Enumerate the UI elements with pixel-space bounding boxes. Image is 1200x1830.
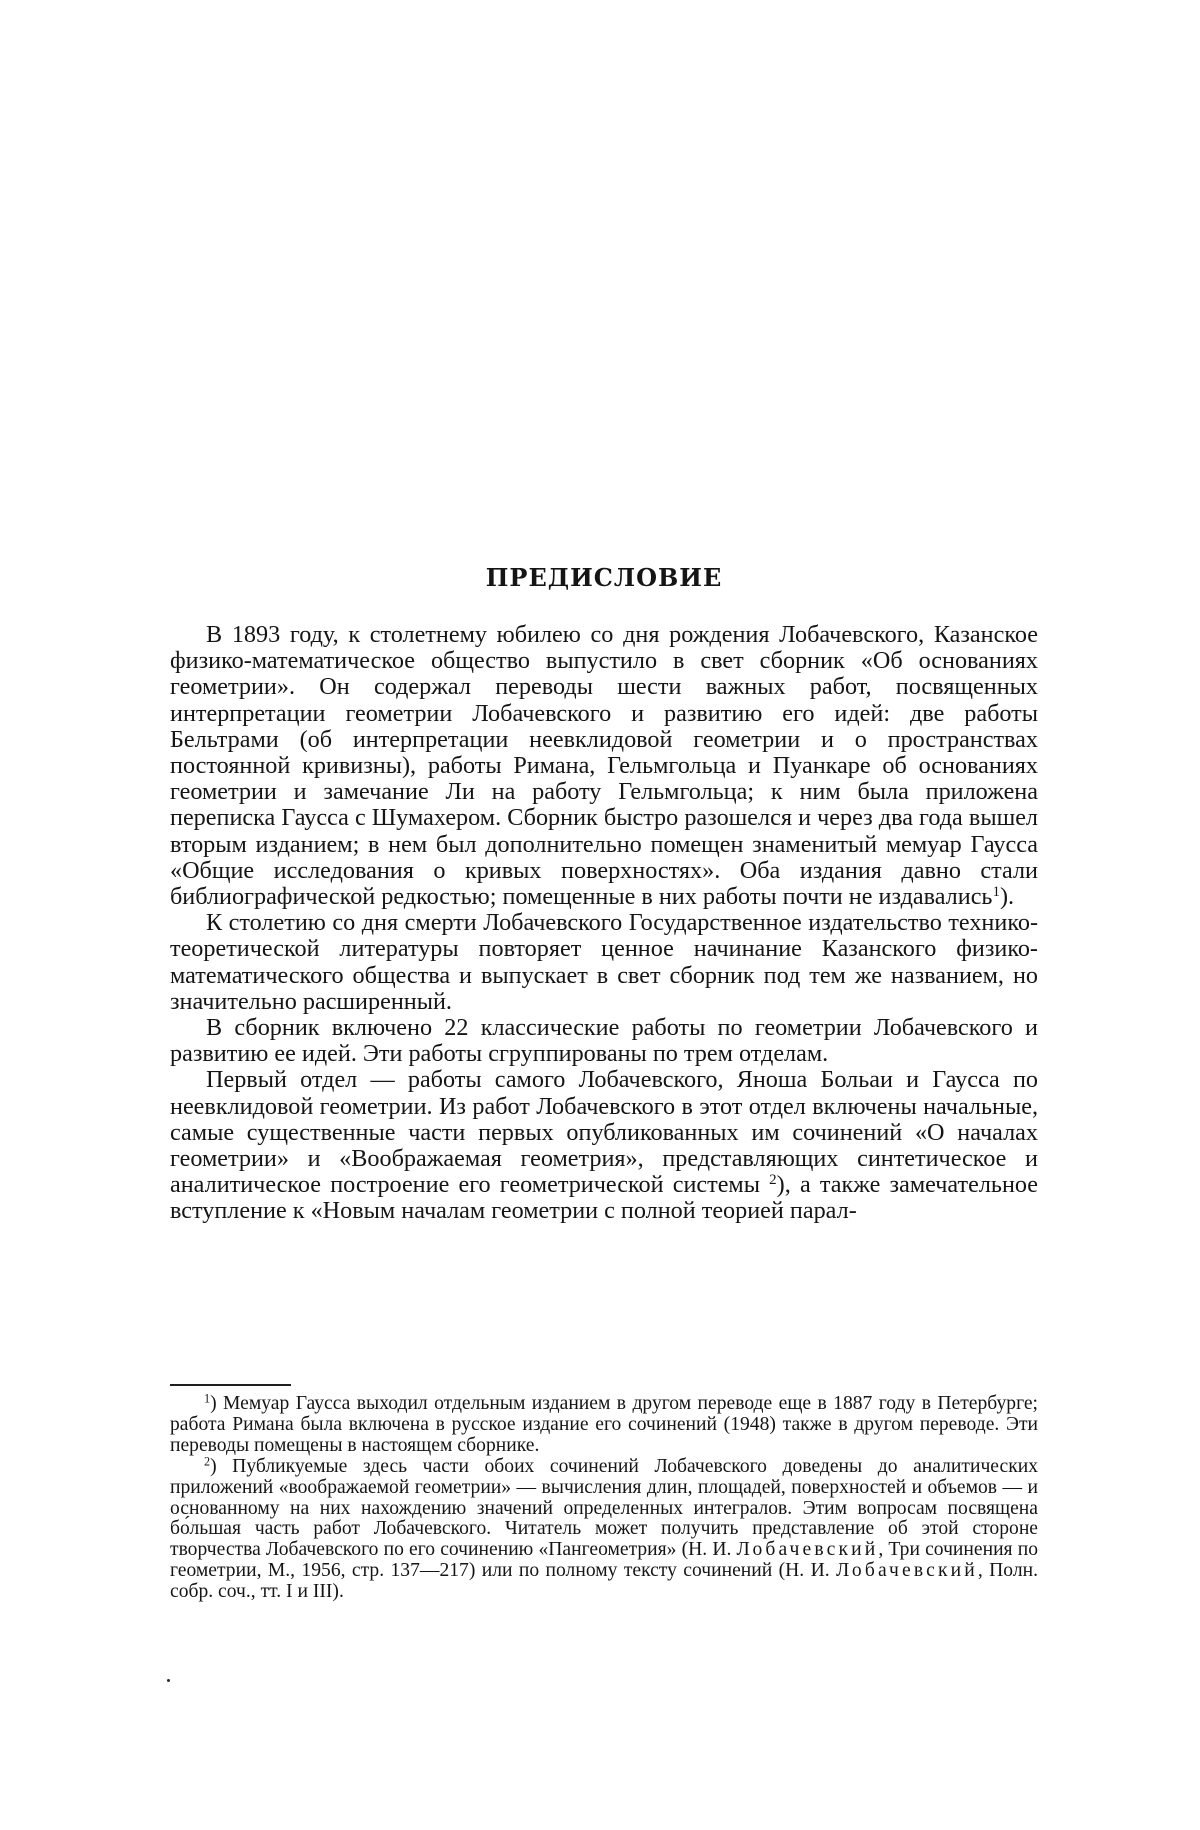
print-speck (167, 1679, 170, 1682)
author-name: Лобачевский (836, 1560, 978, 1582)
footnote-ref-1: 1 (992, 883, 1000, 900)
paragraph-1-text: В 1893 году, к столетнему юбилею со дня рождения Лобачевского, Казанское физико-математическое общество выпустило в свет сборник «Об основаниях геометрии». Он содержал переводы шести важных работ, посвященных интерпретации геометрии Лобачевского и развитию его идей: две работы Бельтрами (об интерпретации неевклидовой геометрии и о пространствах постоянной кривизны), работы Римана, Гельмгольца и Пуанкаре об основаниях геометрии и замечание Ли на работу Гельмгольца; к ним была приложена переписка Гаусса с Шумахером. Сборник быстро разошелся и через два года вышел вторым изданием; в нем был дополнительно помещен знаменитый мемуар Гаусса «Общие исследования о кривых поверхностях». Оба издания давно стали библиографической редкостью; помещенные в них работы почти не издавались (170, 621, 1038, 911)
page-title: ПРЕДИСЛОВИЕ (485, 563, 723, 592)
paragraph-4 (170, 1067, 1038, 1224)
footnote-2-text-end: , Полн. собр. соч., тт. I и III). (170, 1560, 1038, 1603)
footnote-2-text: ) Публикуемые здесь части обоих сочинений Лобачевского доведены до аналитических приложений «воображаемой геометрии» — вычисления длин, площадей, поверхностей и объемов — и основанному на них нахождению значений определенных интегралов. Этим вопросам посвящена бо́льшая часть работ Лобачевского. Читатель может получить представление об этой стороне творчества Лобачевского по его сочинению «Пангеометрия» (Н. И. (170, 1455, 1038, 1561)
paragraph-4-text: Первый отдел — работы самого Лобачевского, Яноша Больаи и Гаусса по неевклидовой геометрии. Из работ Лобачевского в этот отдел включены начальные, самые существенные части первых опубликованных им сочинений «О началах геометрии» и «Воображаемая геометрия», представляющих синтетическое и аналитическое построение его геометрической системы (170, 1066, 1038, 1199)
footnotes (170, 1391, 1038, 1603)
footnote-1-mark: 1 (204, 1391, 211, 1406)
paragraph-4-continuation: ), а также замечательное вступление к «Новым началам геометрии с полной теорией парал- (170, 1171, 1039, 1225)
footnote-1 (170, 1391, 1038, 1457)
preface-body (170, 622, 1038, 1225)
footnote-2-text-continued: , Три сочинения по геометрии, М., 1956, стр. 137—217) или по полному тексту сочинений (Н. И. (170, 1539, 1038, 1582)
paragraph-1-end: ). (999, 883, 1015, 911)
paragraph-1 (170, 622, 1038, 910)
footnote-1-text: ) Мемуар Гаусса выходил отдельным изданием в другом переводе еще в 1887 году в Петербурге; работа Римана была включена в русское издание его сочинений (1948) также в другом переводе. Эти переводы помещены в настоящем сборнике. (170, 1393, 1038, 1456)
footnote-2-mark: 2 (204, 1454, 211, 1469)
footnote-ref-2: 2 (769, 1172, 777, 1189)
main-text-column (170, 563, 1038, 1225)
paragraph-3: В сборник включено 22 классические работы по геометрии Лобачевского и развитию ее идей. Эти работы сгруппированы по трем отделам. (170, 1014, 1038, 1068)
footnote-2 (170, 1454, 1038, 1603)
author-name: Лобачевский (736, 1539, 879, 1561)
footnote-divider (170, 1384, 291, 1386)
paragraph-2: К столетию со дня смерти Лобачевского Государственное издательство технико-теоретической литературы повторяет ценное начинание Казанского физико-математического общества и выпускает в свет сборник под тем же названием, но значительно расширенный. (170, 909, 1038, 1015)
